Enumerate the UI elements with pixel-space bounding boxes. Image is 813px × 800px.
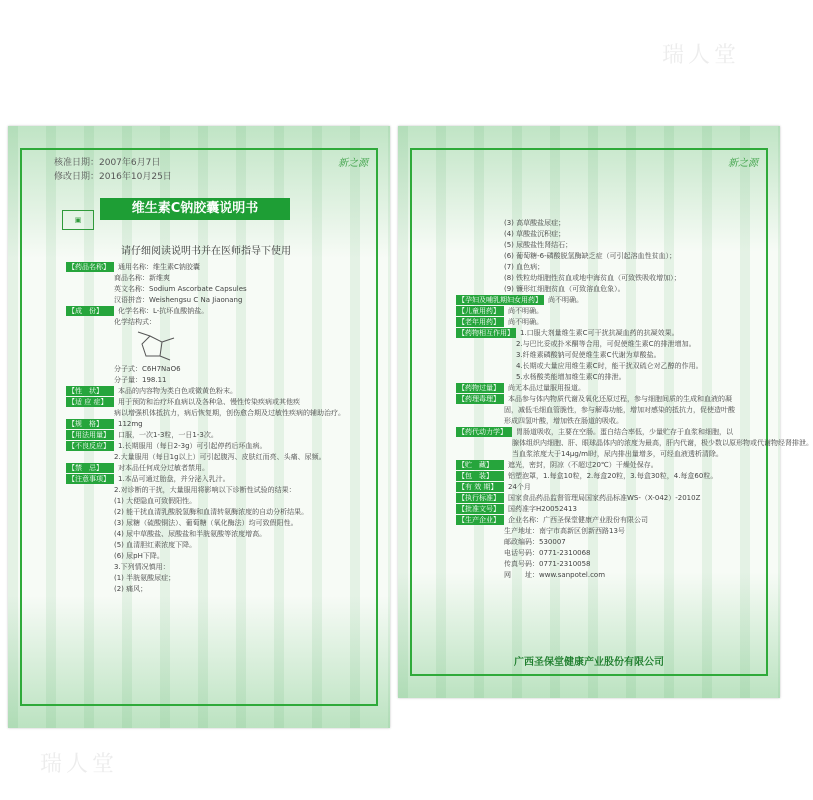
row	[66, 540, 376, 550]
row	[66, 273, 376, 283]
document-title: 维生素C钠胶囊说明书	[100, 198, 290, 220]
row	[66, 474, 376, 484]
row	[66, 419, 376, 429]
brand-mark: 新之源	[728, 158, 758, 169]
row	[66, 284, 376, 294]
row-value: (5) 尿酸盐性肾结石；	[504, 241, 573, 249]
row	[456, 460, 756, 470]
row-value: 对本品任何成分过敏者禁用。	[118, 464, 209, 472]
row	[456, 416, 756, 426]
row-value: 国家食品药品监督管理局国家药品标准WS-（X-042）-2010Z	[508, 494, 701, 502]
approval-date: 核准日期：2007年6月7日	[54, 158, 161, 168]
row-value: (3) 高草酸盐尿症；	[504, 219, 566, 227]
row-label: 【注意事项】	[66, 474, 114, 484]
row	[456, 383, 756, 393]
row-value: 分子式：C6H7NaO6	[114, 365, 181, 373]
row	[456, 372, 756, 382]
row	[456, 449, 756, 459]
row-value: 5.水杨酸类能增加维生素C的排泄。	[516, 373, 626, 381]
row-value: 胃肠道吸收，主要在空肠。蛋白结合率低，少量贮存于血浆和细胞，以	[516, 428, 733, 436]
revision-date: 修改日期：2016年10月25日	[54, 172, 172, 182]
row-value: (6) 葡萄糖-6-磷酸脱氢酶缺乏症（可引起溶血性贫血）；	[504, 252, 677, 260]
row	[456, 526, 756, 536]
row	[66, 306, 376, 316]
row	[456, 350, 756, 360]
row	[66, 262, 376, 272]
manufacturer-footer: 广西圣保堂健康产业股份有限公司	[514, 657, 664, 668]
watermark-top: 瑞人堂	[661, 43, 740, 68]
row	[456, 295, 756, 305]
row-label: 【用法用量】	[66, 430, 114, 440]
row	[456, 537, 756, 547]
row-value: 电话号码：0771-2310068	[504, 549, 591, 557]
row-label: 【药物过量】	[456, 383, 504, 393]
row	[66, 507, 376, 517]
row	[456, 273, 756, 283]
row	[66, 364, 376, 374]
row	[456, 471, 756, 481]
row	[66, 485, 376, 495]
row	[66, 463, 376, 473]
row-value: 化学名称：L-抗坏血酸钠盐。	[118, 307, 209, 315]
structural-formula	[66, 328, 376, 364]
row	[456, 570, 756, 580]
row-label: 【包 装】	[456, 471, 504, 481]
row	[66, 430, 376, 440]
row-value: 本品的内容物为类白色或微黄色粉末。	[118, 387, 237, 395]
row-value: (3) 尿糖（硫酸铜法）、葡萄糖（氧化酶法）均可致假阳性。	[114, 519, 298, 527]
row	[456, 515, 756, 525]
left-sections	[66, 262, 376, 595]
row-label: 【规 格】	[66, 419, 114, 429]
row	[66, 529, 376, 539]
row-value: 腺体组织内细胞、肝、眼球晶体内的浓度为最高，肝内代谢，极少数以原形物或代谢物经肾排泄。	[512, 439, 813, 447]
row-value: 3.纤维素磷酸钠可促使维生素C代谢为草酸盐。	[516, 351, 661, 359]
row-value: 尚无本品过量服用报道。	[508, 384, 585, 392]
row-value: 网 址：www.sanpotel.com	[504, 571, 606, 579]
row	[66, 397, 376, 407]
row	[66, 584, 376, 594]
row	[456, 427, 756, 437]
row-value: 1.口服大剂量维生素C可干扰抗凝血药的抗凝效果。	[520, 329, 679, 337]
row	[456, 394, 756, 404]
row	[66, 386, 376, 396]
row-value: (1) 半胱氨酸尿症；	[114, 574, 176, 582]
row-value: 邮政编码：530007	[504, 538, 566, 546]
approval-dates	[54, 156, 172, 184]
row-label: 【性 状】	[66, 386, 114, 396]
row-value: 用于预防和治疗坏血病以及各种急、慢性传染疾病或其他疾	[118, 398, 300, 406]
row	[456, 229, 756, 239]
row	[66, 408, 376, 418]
row-label: 【贮 藏】	[456, 460, 504, 470]
row	[66, 518, 376, 528]
row-value: 1.长期服用（每日2-3g）可引起停药后坏血病。	[118, 442, 267, 450]
row-value: (2) 能干扰血清乳酸脱氢酶和血清转氨酶浓度的自动分析结果。	[114, 508, 309, 516]
row-label: 【儿童用药】	[456, 306, 504, 316]
row-value: 国药准字H20052413	[508, 505, 577, 513]
row-value: 汉语拼音：Weishengsu C Na Jiaonang	[114, 296, 243, 304]
row-value: 本品参与体内物质代谢及氧化还原过程，参与细胞间质的生成和血液的凝	[508, 395, 732, 403]
row-value: (9) 镰形红细胞贫血（可致溶血危象）。	[504, 285, 625, 293]
row-value: (5) 血清胆红素浓度下降。	[114, 541, 197, 549]
row-label: 【成 份】	[66, 306, 114, 316]
leaflet-page-left	[8, 126, 390, 728]
row-value: 当血浆浓度大于14μg/ml时，尿内排出量增多，可经血液透析清除。	[512, 450, 723, 458]
row-value: (2) 痛风；	[114, 585, 148, 593]
row	[66, 317, 376, 327]
row-label: 【药理毒理】	[456, 394, 504, 404]
row	[66, 496, 376, 506]
row-value: 商品名称：新维爽	[114, 274, 170, 282]
row-label: 【生产企业】	[456, 515, 504, 525]
row-value: 2.大量服用（每日1g以上）可引起腹泻、皮肤红而亮、头痛、尿频。	[114, 453, 326, 461]
row-value: (4) 草酸盐沉积症；	[504, 230, 566, 238]
row-value: (1) 大便隐血可致假阳性。	[114, 497, 197, 505]
molecule-diagram-icon	[126, 328, 186, 364]
watermark-bottom: 瑞人堂	[40, 752, 119, 777]
row	[66, 551, 376, 561]
row-value: 英文名称：Sodium Ascorbate Capsules	[114, 285, 247, 293]
usage-instruction: 请仔细阅读说明书并在医师指导下使用	[121, 246, 291, 257]
row-value: 化学结构式：	[114, 318, 156, 326]
leaflet-page-right	[398, 126, 813, 698]
row-value: (8) 铁粒幼细胞性贫血或地中海贫血（可致铁吸收增加）；	[504, 274, 681, 282]
row-value: 2.与巴比妥或扑米酮等合用，可促使维生素C的排泄增加。	[516, 340, 696, 348]
row-value: 口服，一次1-3粒，一日1-3次。	[118, 431, 218, 439]
row-value: 尚不明确。	[508, 307, 543, 315]
brand-mark: 新之源	[338, 158, 368, 169]
row	[456, 405, 756, 415]
row-label: 【药代动力学】	[456, 427, 512, 437]
row	[456, 504, 756, 514]
row	[456, 482, 756, 492]
row	[66, 441, 376, 451]
row-value: (7) 血色病；	[504, 263, 545, 271]
row-label: 【老年用药】	[456, 317, 504, 327]
row-value: 尚不明确。	[548, 296, 583, 304]
row	[456, 240, 756, 250]
row-label: 【批准文号】	[456, 504, 504, 514]
row-label: 【执行标准】	[456, 493, 504, 503]
row	[456, 218, 756, 228]
row	[66, 562, 376, 572]
row-value: 生产地址：南宁市高新区创新西路13号	[504, 527, 625, 535]
row	[66, 375, 376, 385]
row-value: 遮光，密封，阴凉（不超过20℃）干燥处保存。	[508, 461, 658, 469]
row	[456, 493, 756, 503]
row-value: 1.本品可通过胎盘，并分泌入乳汁。	[118, 475, 230, 483]
row-value: 分子量：198.11	[114, 376, 167, 384]
row	[456, 284, 756, 294]
row-label: 【药品名称】	[66, 262, 114, 272]
row-value: 企业名称：广西圣保堂健康产业股份有限公司	[508, 516, 648, 524]
row-value: (6) 尿pH下降。	[114, 552, 164, 560]
row-label: 【禁 忌】	[66, 463, 114, 473]
row-value: (4) 尿中草酸盐、尿酸盐和半胱氨酸等浓度增高。	[114, 530, 267, 538]
row	[456, 262, 756, 272]
row	[456, 361, 756, 371]
row-value: 固，减低毛细血管脆性，参与解毒功能，增加对感染的抵抗力，促使造叶酸	[504, 406, 735, 414]
right-sections	[456, 218, 813, 581]
row	[456, 328, 756, 338]
row-value: 24个月	[508, 483, 531, 491]
row	[456, 438, 813, 448]
row-value: 通用名称：维生素C钠胶囊	[118, 263, 200, 271]
row	[456, 317, 756, 327]
row-value: 尚不明确。	[508, 318, 543, 326]
row	[456, 306, 756, 316]
row-value: 3.下列情况慎用：	[114, 563, 170, 571]
row-value: 形成四氢叶酸，增加铁在肠道的吸收。	[504, 417, 623, 425]
row-label: 【有 效 期】	[456, 482, 504, 492]
row-value: 铝塑泡罩，1.每盒10粒，2.每盒20粒，3.每盒30粒，4.每盒60粒。	[508, 472, 718, 480]
row	[456, 251, 756, 261]
row	[66, 573, 376, 583]
row	[456, 559, 756, 569]
row	[456, 548, 756, 558]
row-value: 传真号码：0771-2310058	[504, 560, 591, 568]
row-label: 【不良反应】	[66, 441, 114, 451]
row	[66, 452, 376, 462]
row-value: 2.对诊断的干扰，大量服用将影响以下诊断性试验的结果：	[114, 486, 296, 494]
row-label: 【孕妇及哺乳期妇女用药】	[458, 296, 542, 304]
row-label: 【适 应 症】	[66, 397, 114, 407]
row	[456, 339, 756, 349]
row-value: 112mg	[118, 420, 143, 428]
row-label: 【药物相互作用】	[458, 329, 514, 337]
seal-icon: ▣	[62, 210, 94, 230]
row-value: 4.长期或大量应用维生素C时，能干扰双硫仑对乙醇的作用。	[516, 362, 703, 370]
row-value: 病以增强机体抵抗力，病后恢复期，创伤愈合期及过敏性疾病的辅助治疗。	[114, 409, 345, 417]
row	[66, 295, 376, 305]
